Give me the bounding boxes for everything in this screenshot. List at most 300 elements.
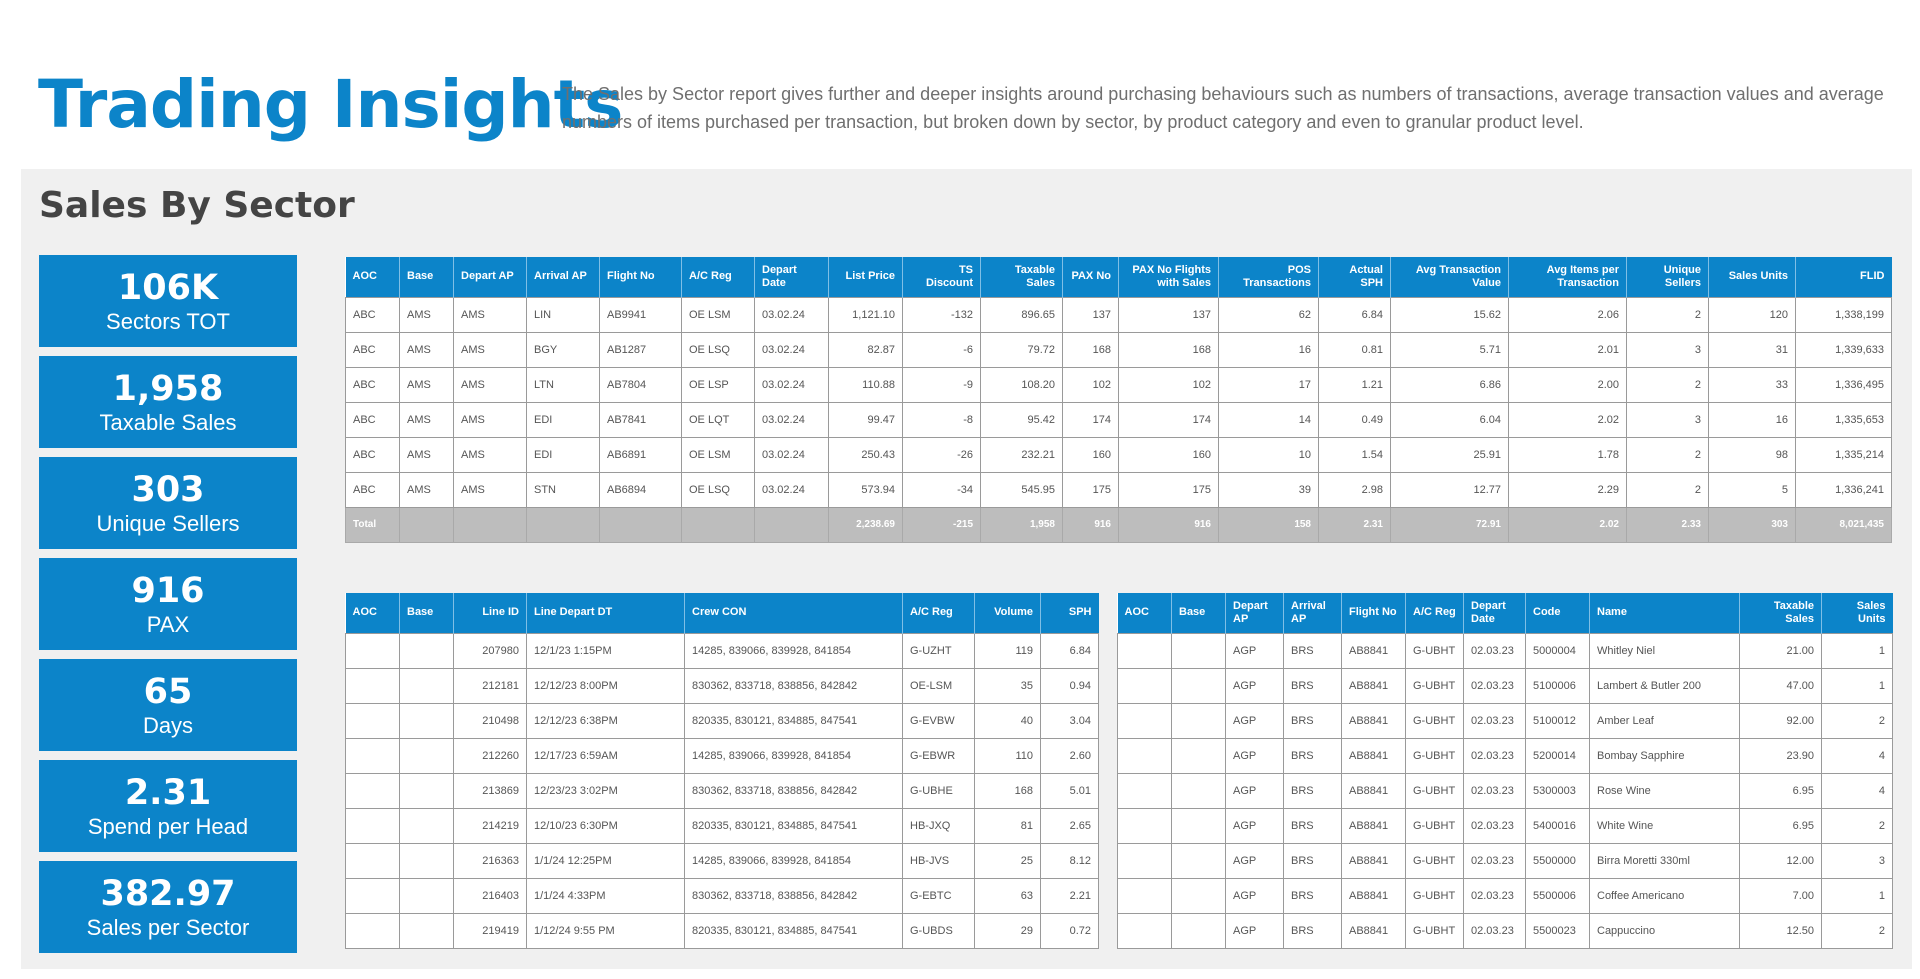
column-header: Line ID [454, 593, 527, 633]
table-cell: 02.03.23 [1464, 633, 1526, 668]
table-cell: AGP [1226, 773, 1284, 808]
table-cell: 02.03.23 [1464, 703, 1526, 738]
table-cell: 12.50 [1740, 913, 1822, 948]
table-cell [1172, 843, 1226, 878]
total-cell: 2.33 [1627, 507, 1709, 542]
table-cell: G-EBWR [903, 738, 975, 773]
table-cell: Birra Moretti 330ml [1590, 843, 1740, 878]
table-cell [1172, 633, 1226, 668]
total-cell: 72.91 [1391, 507, 1509, 542]
table-cell: 2 [1627, 367, 1709, 402]
column-header: Volume [975, 593, 1041, 633]
table-cell: 14 [1219, 402, 1319, 437]
crew-table [345, 593, 1099, 949]
table-cell [1118, 773, 1172, 808]
table-cell: 2.00 [1509, 367, 1627, 402]
table-cell: 25.91 [1391, 437, 1509, 472]
table-row [346, 367, 1892, 402]
kpi-label: Days [142, 713, 194, 738]
table-cell: BRS [1284, 738, 1342, 773]
table-cell: 214219 [454, 808, 527, 843]
table-cell: G-UBHT [1406, 738, 1464, 773]
table-cell: 16 [1219, 332, 1319, 367]
table-cell [1172, 703, 1226, 738]
table-cell: 79.72 [981, 332, 1063, 367]
table-row [346, 472, 1892, 507]
table-cell: BRS [1284, 808, 1342, 843]
table-cell: BRS [1284, 668, 1342, 703]
table-cell: AB8841 [1342, 633, 1406, 668]
table-cell: AB1287 [600, 332, 682, 367]
table-cell: 5400016 [1526, 808, 1590, 843]
table-cell: Cappuccino [1590, 913, 1740, 948]
table-cell: 1,335,653 [1796, 402, 1892, 437]
table-cell: 47.00 [1740, 668, 1822, 703]
table-cell: G-UBHT [1406, 878, 1464, 913]
table-cell: 102 [1119, 367, 1219, 402]
table-cell: AB8841 [1342, 878, 1406, 913]
column-header: Actual SPH [1319, 257, 1391, 297]
table-cell: AB8841 [1342, 843, 1406, 878]
total-cell: 916 [1063, 507, 1119, 542]
kpi-label: PAX [146, 612, 190, 637]
table-cell [400, 703, 454, 738]
table-cell: 1 [1822, 878, 1893, 913]
column-header: A/C Reg [682, 257, 755, 297]
table-cell: 63 [975, 878, 1041, 913]
kpi-list [39, 255, 297, 962]
total-cell: -215 [903, 507, 981, 542]
column-header: Sales Units [1822, 593, 1893, 633]
table-cell: -34 [903, 472, 981, 507]
table-cell: ABC [346, 472, 400, 507]
table-cell [400, 668, 454, 703]
table-cell [1118, 703, 1172, 738]
column-header: Avg Items per Transaction [1509, 257, 1627, 297]
table-cell: 02.03.23 [1464, 913, 1526, 948]
table-cell: 1 [1822, 633, 1893, 668]
table-cell: ABC [346, 297, 400, 332]
table-cell: 1.54 [1319, 437, 1391, 472]
column-header: PAX No Flights with Sales [1119, 257, 1219, 297]
table-cell: 14285, 839066, 839928, 841854 [685, 633, 903, 668]
table-row [346, 402, 1892, 437]
table-cell [400, 773, 454, 808]
table-cell [346, 843, 400, 878]
table-cell: 174 [1119, 402, 1219, 437]
table-cell: -9 [903, 367, 981, 402]
table-cell: 168 [1063, 332, 1119, 367]
table-cell: 6.95 [1740, 808, 1822, 843]
table-row [1118, 773, 1893, 808]
table-cell: 12/12/23 6:38PM [527, 703, 685, 738]
table-cell: 31 [1709, 332, 1796, 367]
table-cell: 168 [975, 773, 1041, 808]
table-cell: G-UBHT [1406, 633, 1464, 668]
table-cell: 1,335,214 [1796, 437, 1892, 472]
table-cell: EDI [527, 402, 600, 437]
table-cell: 62 [1219, 297, 1319, 332]
table-row [1118, 703, 1893, 738]
table-cell: 5500023 [1526, 913, 1590, 948]
table-cell: 16 [1709, 402, 1796, 437]
table-cell: AMS [400, 402, 454, 437]
table-cell: AMS [400, 437, 454, 472]
table-cell: AB8841 [1342, 808, 1406, 843]
table-cell: 82.87 [829, 332, 903, 367]
table-cell: 5.71 [1391, 332, 1509, 367]
table-cell: 17 [1219, 367, 1319, 402]
table-cell: Lambert & Butler 200 [1590, 668, 1740, 703]
table-cell: 3 [1627, 402, 1709, 437]
table-cell: 03.02.24 [755, 472, 829, 507]
table-cell: AMS [400, 472, 454, 507]
table-cell [346, 633, 400, 668]
table-cell: 12.00 [1740, 843, 1822, 878]
table-cell: 1,339,633 [1796, 332, 1892, 367]
column-header: Taxable Sales [981, 257, 1063, 297]
column-header: Depart Date [1464, 593, 1526, 633]
table-cell: EDI [527, 437, 600, 472]
table-cell: White Wine [1590, 808, 1740, 843]
table-row [346, 773, 1099, 808]
column-header: Unique Sellers [1627, 257, 1709, 297]
total-cell [755, 507, 829, 542]
total-cell [400, 507, 454, 542]
table-cell: AB7841 [600, 402, 682, 437]
table-cell: 12/12/23 8:00PM [527, 668, 685, 703]
table-cell: AB8841 [1342, 738, 1406, 773]
page-description: The Sales by Sector report gives further and deeper insights around purchasing behaviours such as numbers of transactions, average transaction values and average numbers of items purchased per transaction, but broken down by sector, by product category and even to granular product level. [562, 84, 1884, 132]
total-cell: 2.31 [1319, 507, 1391, 542]
table-cell: BRS [1284, 703, 1342, 738]
table-cell: OE LSM [682, 437, 755, 472]
table-cell: 820335, 830121, 834885, 847541 [685, 913, 903, 948]
table-cell: AMS [454, 402, 527, 437]
kpi-tile [39, 659, 297, 751]
table-cell: AB6891 [600, 437, 682, 472]
table-cell: 5100006 [1526, 668, 1590, 703]
table-cell: LIN [527, 297, 600, 332]
table-cell: G-UBHT [1406, 808, 1464, 843]
table-cell [1172, 878, 1226, 913]
table-cell [400, 878, 454, 913]
header [0, 0, 1920, 170]
table-cell: Coffee Americano [1590, 878, 1740, 913]
table-cell: 210498 [454, 703, 527, 738]
table-cell: HB-JXQ [903, 808, 975, 843]
table-cell: 02.03.23 [1464, 808, 1526, 843]
table-row [346, 297, 1892, 332]
table-cell: BRS [1284, 878, 1342, 913]
table-cell: 2.01 [1509, 332, 1627, 367]
table-cell: AB6894 [600, 472, 682, 507]
table-row [346, 843, 1099, 878]
table-cell: G-UBHT [1406, 913, 1464, 948]
kpi-tile [39, 760, 297, 852]
table-cell: 830362, 833718, 838856, 842842 [685, 878, 903, 913]
column-header: Flight No [600, 257, 682, 297]
table-cell: ABC [346, 332, 400, 367]
table-cell: 12/1/23 1:15PM [527, 633, 685, 668]
table-cell: -8 [903, 402, 981, 437]
table-row [1118, 843, 1893, 878]
table-cell: 8.12 [1041, 843, 1099, 878]
table-cell [346, 703, 400, 738]
table-cell: 3.04 [1041, 703, 1099, 738]
table-cell: AMS [400, 367, 454, 402]
table-row [346, 437, 1892, 472]
table-cell: 6.95 [1740, 773, 1822, 808]
table-cell: 174 [1063, 402, 1119, 437]
table-cell: G-EVBW [903, 703, 975, 738]
column-header: SPH [1041, 593, 1099, 633]
table-cell: 213869 [454, 773, 527, 808]
table-cell: 573.94 [829, 472, 903, 507]
table-cell: OE LSM [682, 297, 755, 332]
table-cell: 15.62 [1391, 297, 1509, 332]
table-cell [346, 913, 400, 948]
table-cell: 2 [1822, 808, 1893, 843]
table-cell: 1,121.10 [829, 297, 903, 332]
table-cell: LTN [527, 367, 600, 402]
kpi-tile [39, 861, 297, 953]
column-header: Depart AP [1226, 593, 1284, 633]
table-cell: 1,338,199 [1796, 297, 1892, 332]
total-cell: 158 [1219, 507, 1319, 542]
column-header: Base [1172, 593, 1226, 633]
table-cell: 160 [1063, 437, 1119, 472]
kpi-label: Unique Sellers [96, 511, 240, 536]
column-header: AOC [346, 257, 400, 297]
table-cell: BRS [1284, 913, 1342, 948]
table-cell: G-UBHT [1406, 668, 1464, 703]
table-cell: AGP [1226, 843, 1284, 878]
table-cell: 216403 [454, 878, 527, 913]
page-title: Trading Insights [38, 66, 623, 143]
column-header: Depart Date [755, 257, 829, 297]
column-header: AOC [346, 593, 400, 633]
table-cell: 6.86 [1391, 367, 1509, 402]
table-row [346, 738, 1099, 773]
table-cell: G-UBHT [1406, 843, 1464, 878]
table-cell [346, 878, 400, 913]
total-cell [600, 507, 682, 542]
table-cell: 5.01 [1041, 773, 1099, 808]
table-cell: -132 [903, 297, 981, 332]
kpi-tile [39, 558, 297, 650]
table-cell: AGP [1226, 913, 1284, 948]
table-cell: 03.02.24 [755, 367, 829, 402]
table-cell: 03.02.24 [755, 297, 829, 332]
table-cell [1118, 633, 1172, 668]
kpi-value: 65 [143, 672, 193, 712]
table-cell: 820335, 830121, 834885, 847541 [685, 808, 903, 843]
table-cell [1172, 913, 1226, 948]
table-cell [1118, 668, 1172, 703]
table-row [1118, 808, 1893, 843]
total-cell: Total [346, 507, 400, 542]
kpi-tile [39, 356, 297, 448]
table-cell: AMS [454, 297, 527, 332]
table-cell: 12/23/23 3:02PM [527, 773, 685, 808]
column-header: List Price [829, 257, 903, 297]
product-table [1117, 593, 1893, 949]
table-cell: 03.02.24 [755, 402, 829, 437]
table-cell: 250.43 [829, 437, 903, 472]
table-cell: 95.42 [981, 402, 1063, 437]
table-cell: 2.60 [1041, 738, 1099, 773]
table-cell: G-UZHT [903, 633, 975, 668]
table-cell: AGP [1226, 668, 1284, 703]
table-cell: 7.00 [1740, 878, 1822, 913]
table-cell: 1.21 [1319, 367, 1391, 402]
table-cell: ABC [346, 367, 400, 402]
table-cell [1118, 878, 1172, 913]
kpi-tile [39, 457, 297, 549]
table-cell: 23.90 [1740, 738, 1822, 773]
table-cell: 137 [1063, 297, 1119, 332]
table-cell [1118, 913, 1172, 948]
table-cell: 5500000 [1526, 843, 1590, 878]
table-cell: 102 [1063, 367, 1119, 402]
table-row [346, 878, 1099, 913]
table-cell: 0.94 [1041, 668, 1099, 703]
table-cell: 5 [1709, 472, 1796, 507]
column-header: Arrival AP [1284, 593, 1342, 633]
table-row [346, 703, 1099, 738]
table-cell [346, 668, 400, 703]
kpi-tile [39, 255, 297, 347]
table-cell: AB9941 [600, 297, 682, 332]
table-cell: OE LSQ [682, 472, 755, 507]
table-cell [1172, 738, 1226, 773]
table-cell: 14285, 839066, 839928, 841854 [685, 738, 903, 773]
column-header: FLID [1796, 257, 1892, 297]
table-cell: 119 [975, 633, 1041, 668]
total-cell: 303 [1709, 507, 1796, 542]
table-row [346, 633, 1099, 668]
table-cell: 02.03.23 [1464, 738, 1526, 773]
table-cell: 0.81 [1319, 332, 1391, 367]
table-cell: AMS [400, 332, 454, 367]
table-cell: 175 [1119, 472, 1219, 507]
column-header: Avg Transaction Value [1391, 257, 1509, 297]
table-cell: 1/1/24 12:25PM [527, 843, 685, 878]
table-cell: 81 [975, 808, 1041, 843]
table-cell: 33 [1709, 367, 1796, 402]
table-cell: AB8841 [1342, 913, 1406, 948]
total-cell: 2,238.69 [829, 507, 903, 542]
table-cell: 4 [1822, 738, 1893, 773]
table-cell: AMS [454, 367, 527, 402]
table-cell: BGY [527, 332, 600, 367]
table-cell: 02.03.23 [1464, 668, 1526, 703]
table-cell: 98 [1709, 437, 1796, 472]
table-cell: HB-JVS [903, 843, 975, 878]
column-header: Name [1590, 593, 1740, 633]
table-cell: 99.47 [829, 402, 903, 437]
kpi-label: Spend per Head [87, 814, 249, 839]
section-title: Sales By Sector [39, 185, 355, 226]
table-cell: G-EBTC [903, 878, 975, 913]
table-cell: 39 [1219, 472, 1319, 507]
total-cell: 8,021,435 [1796, 507, 1892, 542]
table-cell: 2.21 [1041, 878, 1099, 913]
table-cell: 830362, 833718, 838856, 842842 [685, 773, 903, 808]
sector-table [345, 257, 1892, 543]
table-cell: 216363 [454, 843, 527, 878]
table-cell: ABC [346, 402, 400, 437]
table-cell: G-UBHT [1406, 703, 1464, 738]
column-header: Arrival AP [527, 257, 600, 297]
table-cell: 160 [1119, 437, 1219, 472]
table-cell [1172, 668, 1226, 703]
table-cell: 219419 [454, 913, 527, 948]
table-cell: OE-LSM [903, 668, 975, 703]
column-header: Code [1526, 593, 1590, 633]
table-cell: 10 [1219, 437, 1319, 472]
column-header: Line Depart DT [527, 593, 685, 633]
kpi-value: 2.31 [124, 773, 212, 813]
table-row [1118, 738, 1893, 773]
table-cell: AGP [1226, 808, 1284, 843]
kpi-value: 382.97 [100, 874, 236, 914]
table-cell: AMS [400, 297, 454, 332]
table-cell [1118, 738, 1172, 773]
table-cell [400, 633, 454, 668]
table-cell: BRS [1284, 633, 1342, 668]
column-header: A/C Reg [903, 593, 975, 633]
column-header: Taxable Sales [1740, 593, 1822, 633]
table-cell: 02.03.23 [1464, 843, 1526, 878]
table-cell: AMS [454, 472, 527, 507]
table-cell: 207980 [454, 633, 527, 668]
table-cell: OE LQT [682, 402, 755, 437]
table-cell: 137 [1119, 297, 1219, 332]
table-cell: 12/17/23 6:59AM [527, 738, 685, 773]
table-cell: 6.04 [1391, 402, 1509, 437]
table-cell: 2 [1627, 437, 1709, 472]
table-cell: AB8841 [1342, 773, 1406, 808]
column-header: AOC [1118, 593, 1172, 633]
table-cell: 2.06 [1509, 297, 1627, 332]
total-cell: 1,958 [981, 507, 1063, 542]
table-cell: Whitley Niel [1590, 633, 1740, 668]
table-cell: 1.78 [1509, 437, 1627, 472]
sales-by-sector-panel [21, 169, 1912, 969]
table-row [1118, 913, 1893, 948]
table-cell: 168 [1119, 332, 1219, 367]
table-cell: AGP [1226, 878, 1284, 913]
table-cell: 5000004 [1526, 633, 1590, 668]
table-cell: 2 [1627, 297, 1709, 332]
total-cell [527, 507, 600, 542]
column-header: Flight No [1342, 593, 1406, 633]
table-cell: 21.00 [1740, 633, 1822, 668]
table-cell [400, 913, 454, 948]
kpi-value: 303 [131, 470, 205, 510]
table-row [346, 668, 1099, 703]
table-cell: 03.02.24 [755, 437, 829, 472]
table-row [346, 808, 1099, 843]
table-cell: 175 [1063, 472, 1119, 507]
table-cell: 110.88 [829, 367, 903, 402]
table-cell: BRS [1284, 773, 1342, 808]
table-cell: 3 [1822, 843, 1893, 878]
table-cell: AB8841 [1342, 703, 1406, 738]
column-header: Base [400, 257, 454, 297]
